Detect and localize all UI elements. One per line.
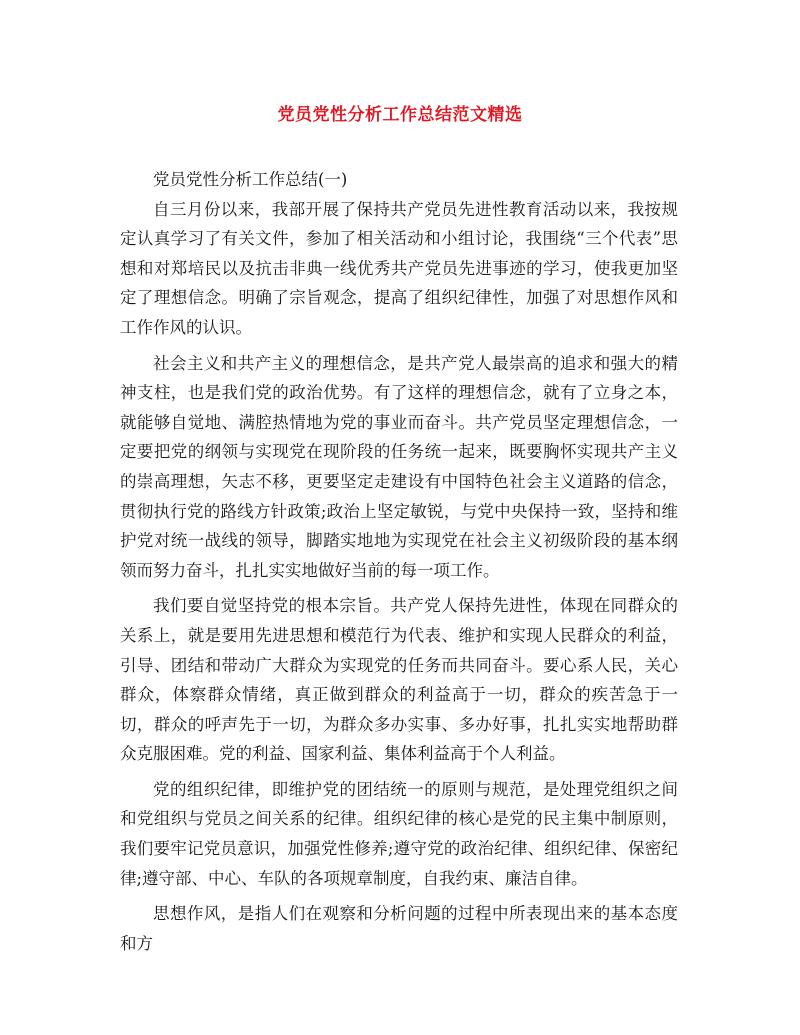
document-title: 党员党性分析工作总结范文精选: [277, 105, 523, 125]
paragraph-4: 党的组织纪律，即维护党的团结统一的原则与规范，是处理党组织之间和党组织与党员之间关系的纪律。组织纪律的核心是党的民主集中制原则，我们要牢记党员意识，加强党性修养;遵守党的政治纪律、组织纪律、保密纪律;遵守部、中心、车队的各项规章制度，自我约束、廉洁自律。: [120, 779, 678, 888]
paragraph-1: 自三月份以来，我部开展了保持共产党员先进性教育活动以来，我按规定认真学习了有关文件，参加了相关活动和小组讨论，我围绕“三个代表”思想和对郑培民以及抗击非典一线优秀共产党员先进事迹的学习，使我更加坚定了理想信念。明确了宗旨观念，提高了组织纪律性，加强了对思想作风和工作作风的认识。: [120, 199, 678, 337]
paragraph-3: 我们要自觉坚持党的根本宗旨。共产党人保持先进性，体现在同群众的关系上，就是要用先进思想和模范行为代表、维护和实现人民群众的利益，引导、团结和带动广大群众为实现党的任务而共同奋斗。要心系人民，关心群众，体察群众情绪，真正做到群众的利益高于一切，群众的疾苦急于一切，群众的呼声先于一切，为群众多办实事、多办好事，扎扎实实地帮助群众克服困难。党的利益、国家利益、集体利益高于个人利益。: [120, 596, 678, 764]
paragraph-5: 思想作风，是指人们在观察和分析问题的过程中所表现出来的基本态度和方: [120, 904, 678, 953]
paragraph-2: 社会主义和共产主义的理想信念，是共产党人最崇高的追求和强大的精神支柱，也是我们党的政治优势。有了这样的理想信念，就有了立身之本，就能够自觉地、满腔热情地为党的事业而奋斗。共产党员坚定理想信念，一定要把党的纲领与实现党在现阶段的任务统一起来，既要胸怀实现共产主义的崇高理想，矢志不移，更要坚定走建设有中国特色社会主义道路的信念，贯彻执行党的路线方针政策;政治上坚定敏锐，与党中央保持一致，坚持和维护党对统一战线的领导，脚踏实地地为实现党在社会主义初级阶段的基本纲领而努力奋斗，扎扎实实地做好当前的每一项工作。: [120, 353, 678, 580]
section-heading: 党员党性分析工作总结(一): [153, 170, 348, 189]
document-body: [120, 165, 678, 958]
